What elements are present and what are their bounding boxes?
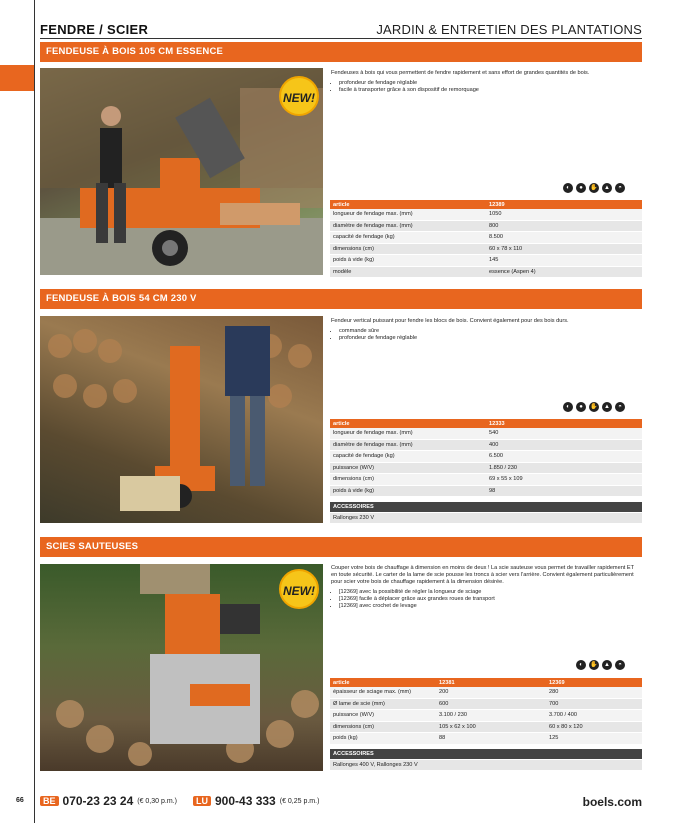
feature-item: • profondeur de fendage réglable: [339, 335, 641, 342]
spec-value: 88: [436, 733, 546, 745]
spec-value: 280: [546, 687, 642, 698]
section-title: SCIES SAUTEUSES: [40, 537, 642, 557]
helmet-icon: ◓: [615, 660, 625, 670]
spec-label: puissance (W/V): [330, 710, 436, 722]
spec-label: longueur de fendage max. (mm): [330, 428, 486, 439]
feature-list: [331, 80, 641, 94]
accessories-item: Rallonges 230 V: [330, 513, 642, 523]
table-row: [330, 243, 642, 255]
product-photo-vertical-log-splitter: [40, 316, 323, 523]
new-badge: NEW!: [279, 569, 319, 609]
gloves-icon: ✋: [590, 185, 598, 191]
phone-number-lu: 900-43 333: [215, 794, 276, 808]
country-code-lu: LU: [193, 796, 211, 806]
spec-label: puissance (W/V): [330, 462, 486, 474]
spec-value: 600: [436, 698, 546, 710]
accessories-heading: ACCESSOIRES: [330, 502, 642, 512]
spec-label: modèle: [330, 266, 486, 278]
gloves-icon: ✋: [590, 404, 598, 410]
spec-label: poids (kg): [330, 733, 436, 745]
table-header-cell: article: [330, 678, 436, 687]
spec-value: 700: [546, 698, 642, 710]
new-badge: NEW!: [279, 76, 319, 116]
helmet-icon: ◓: [615, 402, 625, 412]
safety-shoes-icon: ▲: [602, 660, 612, 670]
table-row: [330, 266, 642, 278]
phone-lu: [193, 794, 319, 808]
spec-label: dimensions (cm): [330, 243, 486, 255]
ear-protection-icon: ◐: [563, 402, 573, 412]
spec-value: 125: [546, 733, 642, 745]
section-title: FENDEUSE À BOIS 54 CM 230 V: [40, 289, 642, 309]
table-row: [330, 733, 642, 745]
feature-list: [331, 589, 641, 610]
spec-label: poids à vide (kg): [330, 485, 486, 497]
safety-glasses-icon: ●: [576, 183, 586, 193]
section-title: FENDEUSE À BOIS 105 CM ESSENCE: [40, 42, 642, 62]
spec-value: 800: [486, 220, 642, 232]
phone-rate-be: (€ 0,30 p.m.): [137, 797, 177, 805]
spec-value: 105 x 62 x 100: [436, 721, 546, 733]
feature-list: [331, 328, 641, 342]
table-header-cell: 12333: [486, 419, 642, 428]
page-number: 66: [16, 797, 24, 804]
spec-table: [330, 678, 642, 745]
phone-rate-lu: (€ 0,25 p.m.): [279, 797, 320, 805]
product-description: [331, 318, 641, 342]
table-header-cell: 12381: [436, 678, 546, 687]
table-row: [330, 462, 642, 474]
table-header-cell: article: [330, 200, 486, 209]
spec-label: capacité de fendage (kg): [330, 232, 486, 244]
table-row: [330, 232, 642, 244]
spec-label: dimensions (cm): [330, 721, 436, 733]
table-row: [330, 721, 642, 733]
spec-label: Ø lame de scie (mm): [330, 698, 436, 710]
spec-value: 8.500: [486, 232, 642, 244]
feature-item: • [12369] facile à déplacer grâce aux grandes roues de transport: [339, 596, 641, 603]
table-header-cell: article: [330, 419, 486, 428]
spec-label: longueur de fendage max. (mm): [330, 209, 486, 220]
feature-item: • [12369] avec la possibilité de régler la longueur de sciage: [339, 589, 641, 596]
table-row: [330, 428, 642, 439]
spec-value: 145: [486, 255, 642, 267]
spec-value: 1.850 / 230: [486, 462, 642, 474]
feature-item: • [12369] avec crochet de levage: [339, 603, 641, 610]
category-title: JARDIN & ENTRETIEN DES PLANTATIONS: [376, 22, 642, 37]
spec-value: 69 x 55 x 109: [486, 474, 642, 486]
spec-label: capacité de fendage (kg): [330, 451, 486, 463]
spec-value: essence (Aspen 4): [486, 266, 642, 278]
safety-shoes-icon: ▲: [602, 183, 612, 193]
spec-value: 400: [486, 439, 642, 451]
description-text: Fendeur vertical puissant pour fendre les blocs de bois. Convient également pour des bois durs.: [331, 318, 569, 324]
safety-glasses-icon: ●: [576, 402, 586, 412]
spec-value: 540: [486, 428, 642, 439]
spec-label: diamètre de fendage max. (mm): [330, 439, 486, 451]
helmet-icon: ◓: [615, 183, 625, 193]
website-link[interactable]: boels.com: [582, 795, 642, 809]
vertical-splitter-illustration: [40, 316, 323, 523]
spec-label: poids à vide (kg): [330, 255, 486, 267]
description-text: Couper votre bois de chauffage à dimension en moins de deux ! La scie sauteuse vous permet de travailler rapidement ET en toute sécurité. Le carter de la lame de scie pousse les troncs à scier vers l'arrière. Convient également particulièrement pour scier votre bois de chauffage rapidement à la dimension désirée.: [331, 565, 634, 585]
spec-value: 3.700 / 400: [546, 710, 642, 722]
description-text: Fendeuses à bois qui vous permettent de fendre rapidement et sans effort de grandes quantités de bois.: [331, 70, 590, 76]
table-row: [330, 220, 642, 232]
product-description: [331, 70, 641, 94]
ear-protection-icon: ◐: [576, 660, 586, 670]
safety-icons: [576, 660, 625, 670]
table-row: [330, 439, 642, 451]
feature-item: • facile à transporter grâce à son dispositif de remorquage: [339, 87, 641, 94]
safety-icons: [563, 183, 625, 193]
phone-be: [40, 794, 177, 808]
table-row: [330, 255, 642, 267]
table-row: [330, 710, 642, 722]
table-row: [330, 474, 642, 486]
spec-label: dimensions (cm): [330, 474, 486, 486]
table-row: [330, 451, 642, 463]
spec-value: 200: [436, 687, 546, 698]
table-row: [330, 687, 642, 698]
chapter-tab: [0, 65, 34, 91]
spec-table: [330, 200, 642, 278]
spec-value: 6.500: [486, 451, 642, 463]
feature-item: • profondeur de fendage réglable: [339, 80, 641, 87]
safety-shoes-icon: ▲: [602, 402, 612, 412]
ear-protection-icon: ◐: [563, 183, 573, 193]
safety-icons: [563, 402, 625, 412]
spec-value: 1050: [486, 209, 642, 220]
feature-item: • commande sûre: [339, 328, 641, 335]
header-rule: [40, 38, 642, 39]
product-description: [331, 565, 641, 610]
spec-table: [330, 419, 642, 497]
accessories-heading: ACCESSOIRES: [330, 749, 642, 759]
country-code-be: BE: [40, 796, 59, 806]
table-row: [330, 485, 642, 497]
spec-value: 98: [486, 485, 642, 497]
accessories-item: Rallonges 400 V, Rallonges 230 V: [330, 760, 642, 770]
gloves-icon: ✋: [590, 662, 598, 668]
table-header-cell: 12369: [546, 678, 642, 687]
spec-label: diamètre de fendage max. (mm): [330, 220, 486, 232]
page-title: FENDRE / SCIER: [40, 22, 149, 37]
phone-number-be: 070-23 23 24: [62, 794, 134, 808]
table-header-cell: 12389: [486, 200, 642, 209]
spec-label: épaisseur de sciage max. (mm): [330, 687, 436, 698]
spec-value: 3.100 / 230: [436, 710, 546, 722]
spec-value: 60 x 80 x 120: [546, 721, 642, 733]
page-edge-line: [34, 0, 35, 823]
table-row: [330, 209, 642, 220]
spec-value: 60 x 78 x 110: [486, 243, 642, 255]
table-row: [330, 698, 642, 710]
